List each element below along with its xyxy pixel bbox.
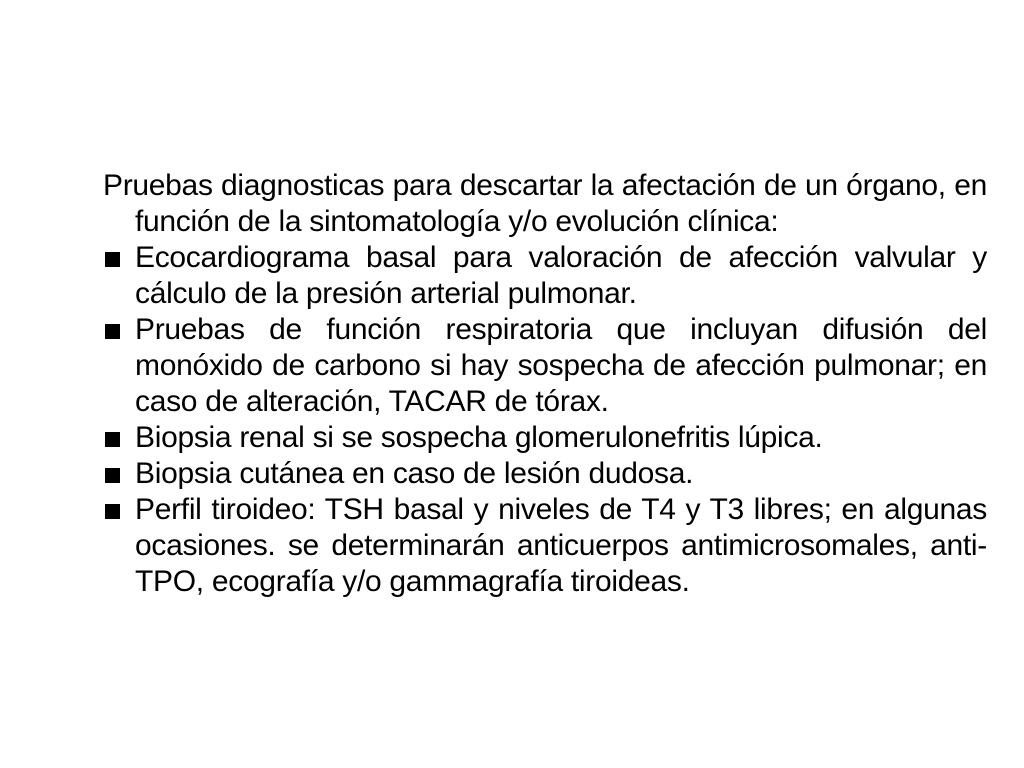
square-bullet-icon	[105, 252, 120, 267]
slide-body	[103, 168, 987, 600]
bullet-text: Biopsia cutánea en caso de lesión dudosa.	[135, 457, 694, 490]
square-bullet-icon	[105, 504, 120, 519]
list-item	[103, 456, 987, 492]
list-item	[103, 312, 987, 420]
square-bullet-icon	[105, 432, 120, 447]
intro-paragraph: Pruebas diagnosticas para descartar la afectación de un órgano, en función de la sintomatología y/o evolución clínica:	[103, 169, 987, 238]
bullet-list	[103, 240, 987, 600]
list-item	[103, 240, 987, 312]
list-item	[103, 420, 987, 456]
square-bullet-icon	[105, 324, 120, 339]
list-item	[103, 492, 987, 600]
bullet-text: Biopsia renal si se sospecha glomerulonefritis lúpica.	[135, 421, 823, 454]
bullet-text: Pruebas de función respiratoria que incluyan difusión del monóxido de carbono si hay sospecha de afección pulmonar; en caso de alteración, TACAR de tórax.	[135, 313, 987, 418]
bullet-text: Ecocardiograma basal para valoración de afección valvular y cálculo de la presión arterial pulmonar.	[135, 241, 987, 310]
square-bullet-icon	[105, 468, 120, 483]
bullet-text: Perfil tiroideo: TSH basal y niveles de T4 y T3 libres; en algunas ocasiones. se determinarán anticuerpos antimicrosomales, anti-TPO, ecografía y/o gammagrafía tiroideas.	[135, 493, 987, 598]
